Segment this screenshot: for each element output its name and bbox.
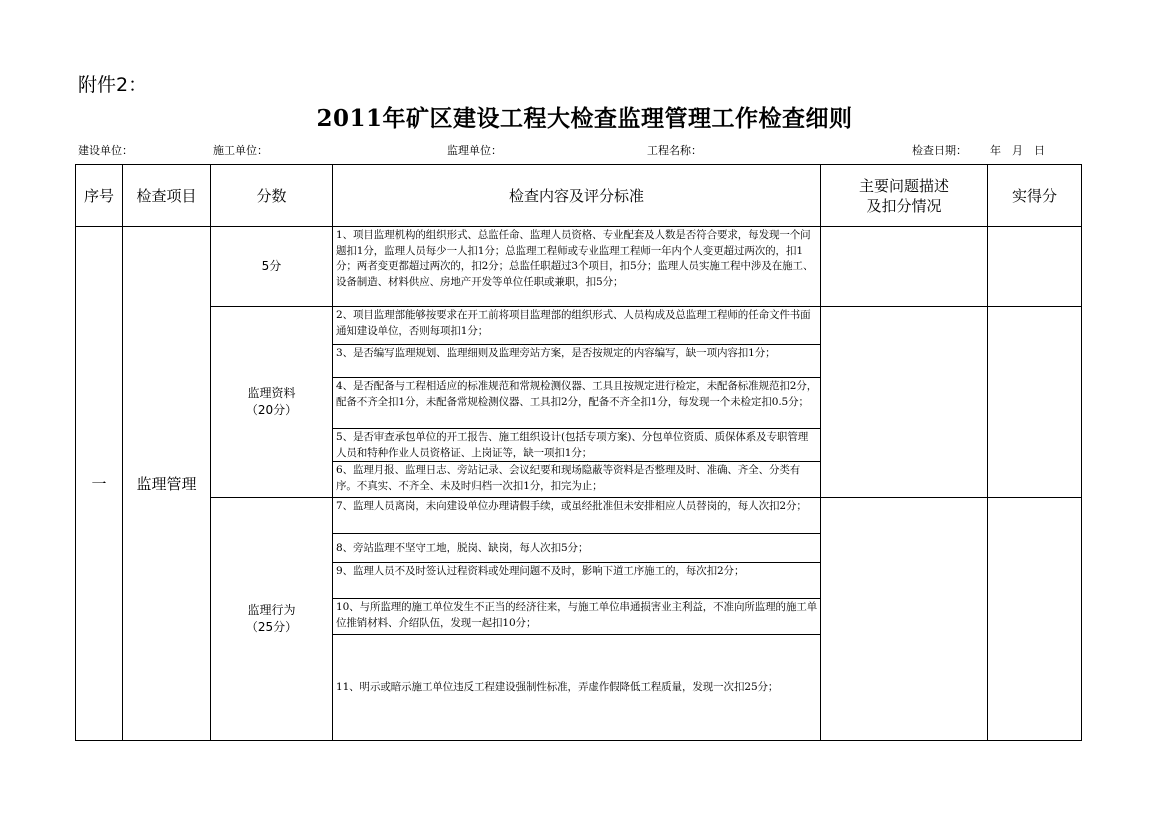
problems-cell-group3[interactable] xyxy=(820,497,988,741)
problems-cell-group1[interactable] xyxy=(820,226,988,307)
header-score: 分数 xyxy=(210,164,333,227)
header-seq: 序号 xyxy=(75,164,123,227)
page-title: 2011年矿区建设工程大检查监理管理工作检查细则 xyxy=(316,105,853,132)
header-actual-score: 实得分 xyxy=(987,164,1082,227)
header-problems: 主要问题描述 及扣分情况 xyxy=(820,164,988,227)
section-name: 监理管理 xyxy=(122,226,211,741)
criterion-3: 3、是否编写监理规划、监理细则及监理旁站方案，是否按规定的内容编写，缺一项内容扣1分； xyxy=(332,344,821,378)
attachment-label: 附件2： xyxy=(78,74,148,96)
supervision-unit-label: 监理单位： xyxy=(447,144,502,157)
problems-cell-group2[interactable] xyxy=(820,306,988,498)
criterion-11: 11、明示或暗示施工单位违反工程建设强制性标准，弄虚作假降低工程质量，发现一次扣25分； xyxy=(332,634,821,741)
criterion-1: 1、项目监理机构的组织形式、总监任命、监理人员资格、专业配套及人数是否符合要求，每发现一个问题扣1分，监理人员每少一人扣1分；总监理工程师或专业监理工程师一年内个人变更超过两次的，扣1分；两者变更都超过两次的，扣2分；总监任职超过3个项目，扣5分；监理人员实施工程中涉及在施工、设备制造、材料供应、房地产开发等单位任职或兼职，扣5分； xyxy=(332,226,821,307)
construction-owner-label: 建设单位： xyxy=(78,144,133,157)
group1-score: 5分 xyxy=(210,226,333,307)
criterion-6: 6、监理月报、监理日志、旁站记录、会议纪要和现场隐蔽等资料是否整理及时、准确、齐全、分类有序。不真实、不齐全、未及时归档一次扣1分，扣完为止； xyxy=(332,461,821,498)
actual-score-cell-group2[interactable] xyxy=(987,306,1082,498)
section-seq: 一 xyxy=(75,226,123,741)
project-name-label: 工程名称： xyxy=(647,144,702,157)
criterion-2: 2、项目监理部能够按要求在开工前将项目监理部的组织形式、人员构成及总监理工程师的任命文件书面通知建设单位，否则每项扣1分； xyxy=(332,306,821,345)
inspection-date-fields: 年 月 日 xyxy=(990,144,1045,157)
criterion-10: 10、与所监理的施工单位发生不正当的经济往来，与施工单位串通损害业主利益，不准向所监理的施工单位推销材料、介绍队伍，发现一起扣10分； xyxy=(332,598,821,635)
actual-score-cell-group3[interactable] xyxy=(987,497,1082,741)
header-content: 检查内容及评分标准 xyxy=(332,164,821,227)
criterion-9: 9、监理人员不及时签认过程资料或处理问题不及时，影响下道工序施工的，每次扣2分； xyxy=(332,562,821,599)
inspection-date-label: 检查日期： xyxy=(912,144,967,157)
group3-score: 监理行为 （25分） xyxy=(210,497,333,741)
actual-score-cell-group1[interactable] xyxy=(987,226,1082,307)
criterion-7: 7、监理人员离岗，未向建设单位办理请假手续，或虽经批准但未安排相应人员替岗的，每人次扣2分； xyxy=(332,497,821,534)
criterion-5: 5、是否审查承包单位的开工报告、施工组织设计(包括专项方案)、分包单位资质、质保体系及专职管理人员和特种作业人员资格证、上岗证等，缺一项扣1分； xyxy=(332,428,821,462)
construction-unit-label: 施工单位： xyxy=(213,144,268,157)
group2-score: 监理资料 （20分） xyxy=(210,306,333,498)
criterion-4: 4、是否配备与工程相适应的标准规范和常规检测仪器、工具且按规定进行检定，未配备标准规范扣2分，配备不齐全扣1分，未配备常规检测仪器、工具扣2分，配备不齐全扣1分，每发现一个未检定扣0.5分； xyxy=(332,377,821,429)
criterion-8: 8、旁站监理不坚守工地，脱岗、缺岗，每人次扣5分； xyxy=(332,533,821,563)
header-item: 检查项目 xyxy=(122,164,211,227)
